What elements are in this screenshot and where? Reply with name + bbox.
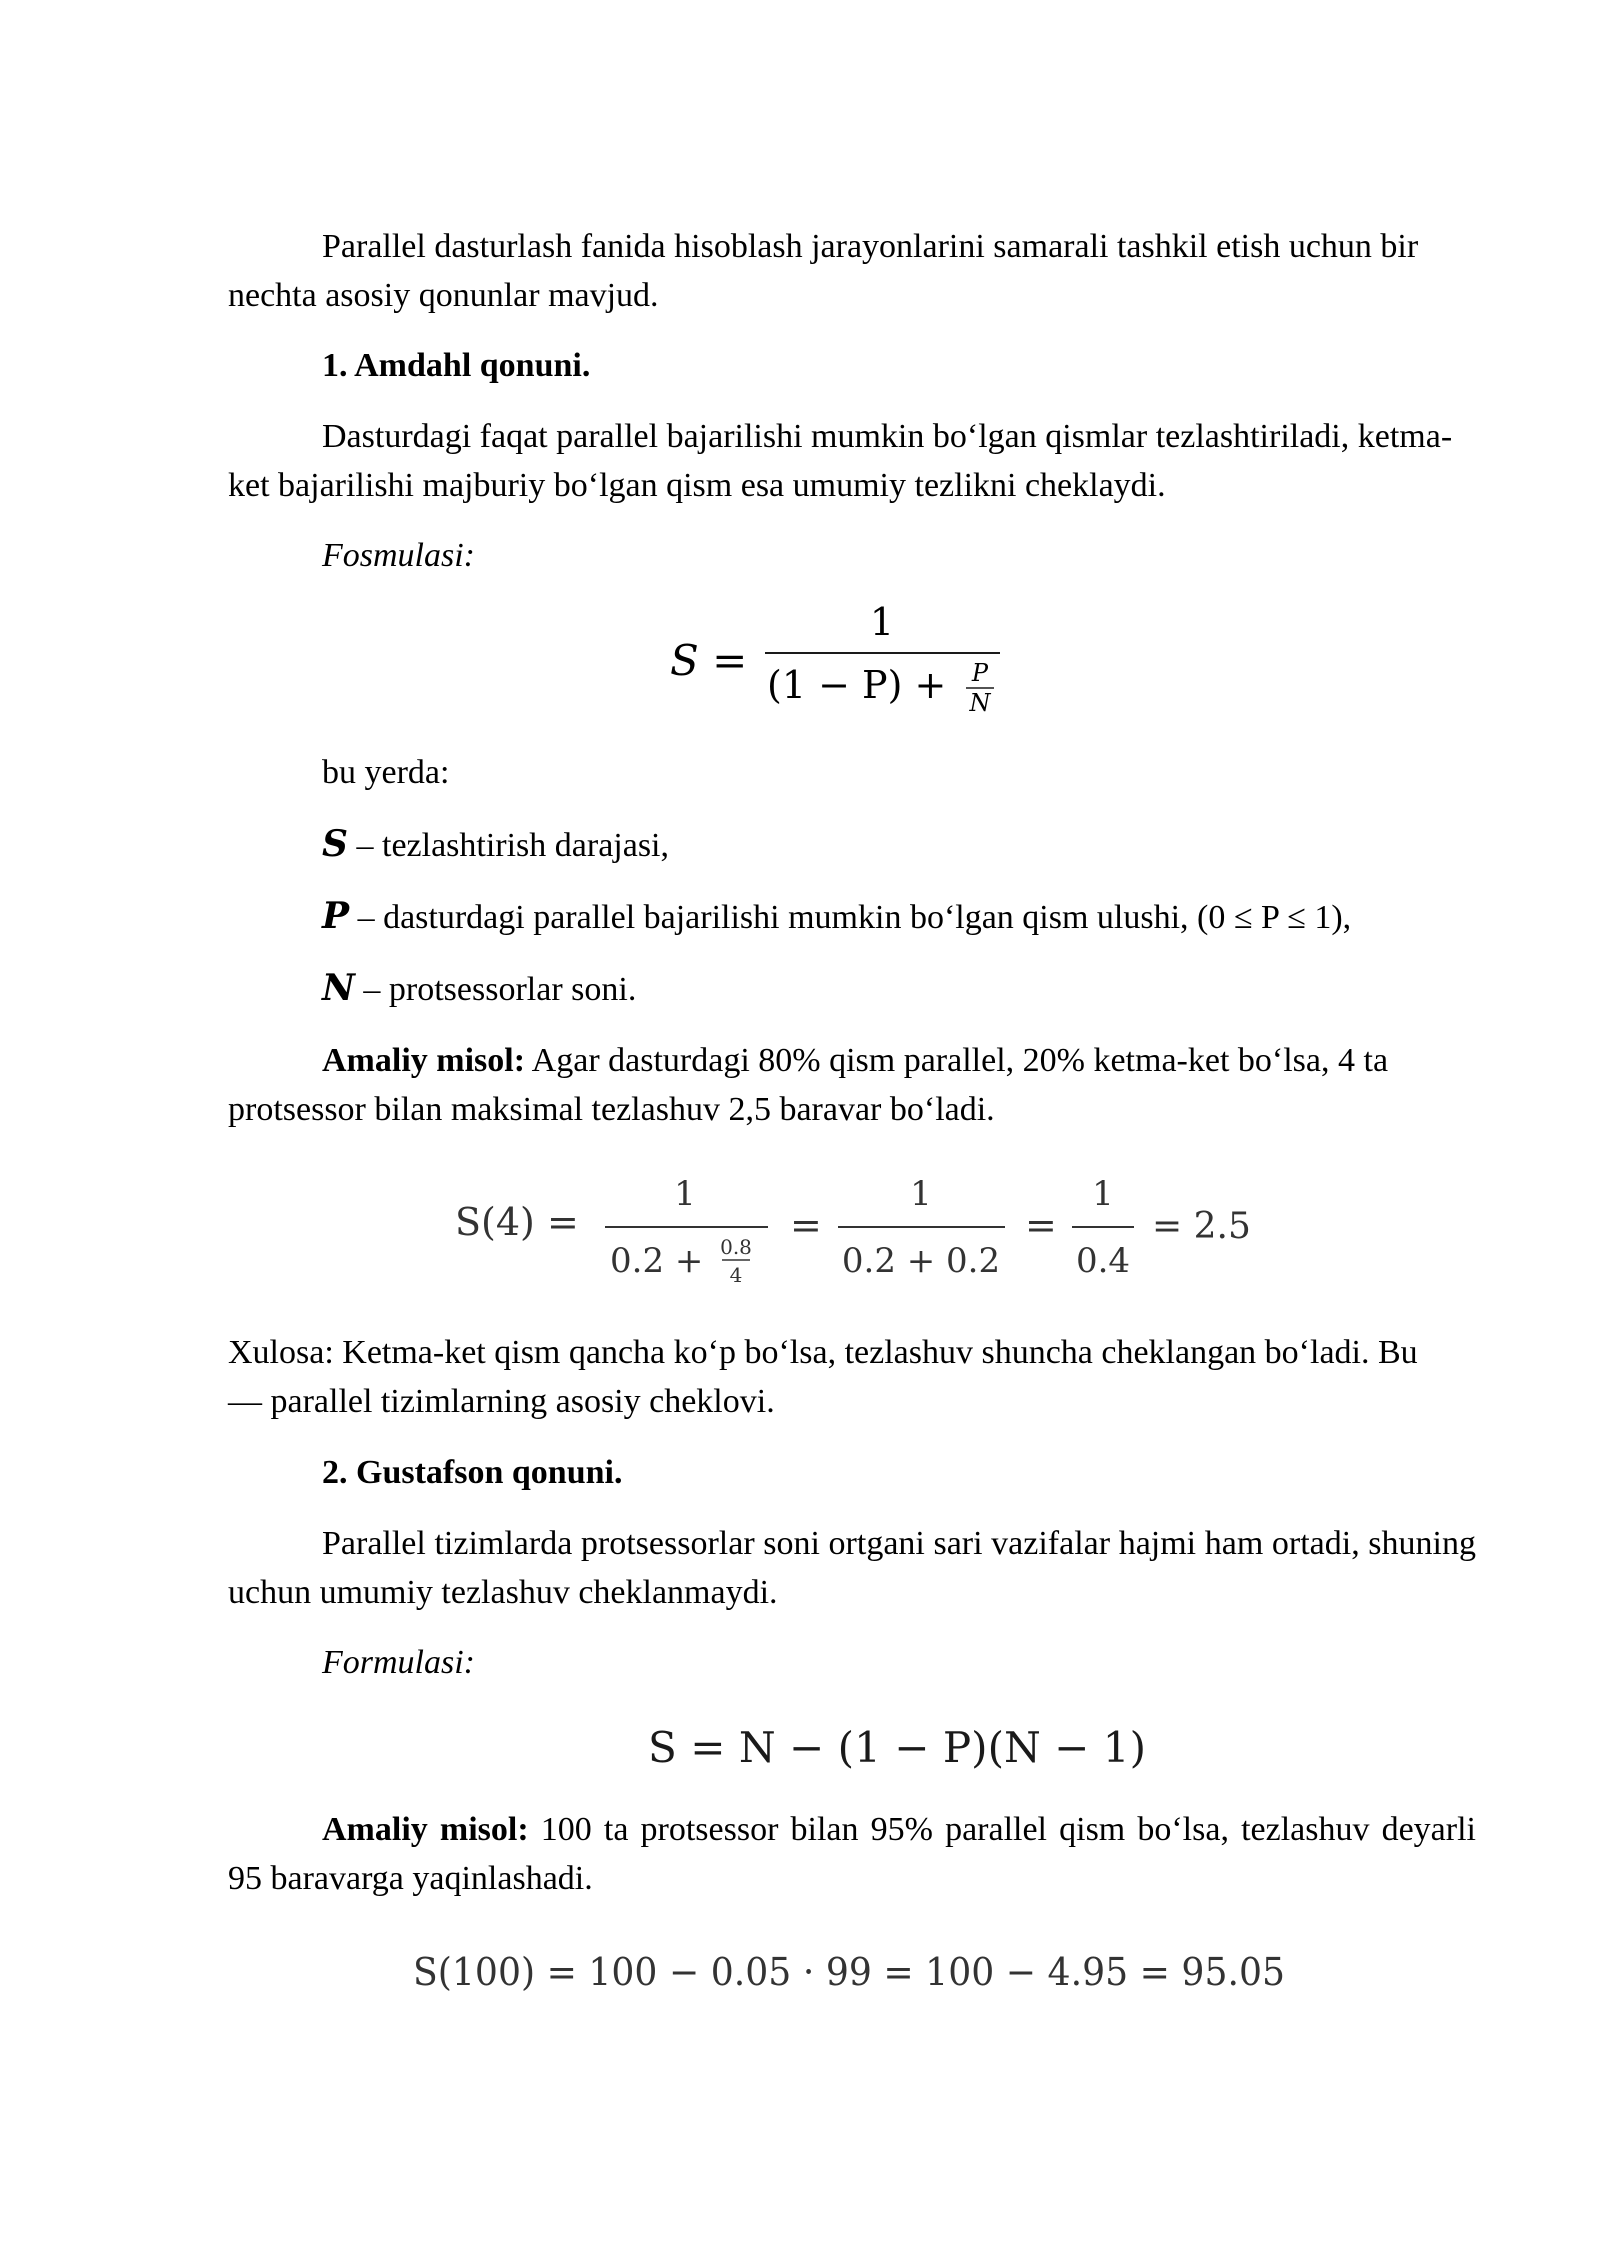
gustafson-example-text: 100 ta protsessor bilan 95% parallel qism bo‘lsa, tezlashuv deyarli 95 baravarga yaqinlashadi. [228,1811,1476,1897]
example-sub-den: 4 [729,1263,743,1287]
amdahl-sub-numerator: P [971,659,989,687]
amdahl-description: Dasturdagi faqat parallel bajarilishi mumkin bo‘lgan qismlar tezlashtiriladi, ketma-ket bajarilishi majburiy bo‘lgan qism esa umumiy tezlikni cheklaydi. [228,418,1453,504]
example-num3: 1 [1092,1174,1114,1214]
example-num2: 1 [910,1174,932,1214]
var-n [322,964,1472,1014]
gustafson-formula-text: S = N − (1 − P)(N − 1) [648,1723,1146,1772]
amdahl-sub-denominator: N [969,689,991,717]
amdahl-numerator: 1 [869,600,895,644]
amdahl-conclusion: Xulosa: Ketma-ket qism qancha ko‘p bo‘lsa, tezlashuv shuncha cheklangan bo‘ladi. Bu — parallel tizimlarning asosiy cheklovi. [228,1334,1418,1420]
intro-paragraph: Parallel dasturlash fanida hisoblash jarayonlarini samarali tashkil etish uchun bir nechta asosiy qonunlar mavjud. [228,228,1419,314]
amdahl-example-text: Agar dasturdagi 80% qism parallel, 20% ketma-ket bo‘lsa, 4 ta protsessor bilan maksimal tezlashuv 2,5 baravar bo‘ladi. [228,1042,1389,1128]
gustafson-example-label: Amaliy misol: [322,1811,529,1848]
var-s-text: – tezlashtirish darajasi, [348,827,670,864]
var-n-text: – protsessorlar soni. [354,971,637,1008]
where-label: bu yerda: [322,754,450,791]
var-s-symbol: S [322,823,348,865]
gustafson-formula [648,1710,1168,1780]
example-num1: 1 [674,1174,696,1214]
var-p-text: – dasturdagi parallel bajarilishi mumkin bo‘lgan qism ulushi, (0 ≤ P ≤ 1), [349,899,1352,936]
var-s [322,820,1472,870]
amdahl-heading: 1. Amdahl qonuni. [322,347,591,384]
example-lhs: S(4) = [455,1200,579,1244]
example-sub-num: 0.8 [720,1235,752,1259]
amdahl-example-formula [450,1170,1270,1300]
example-den2: 0.2 + 0.2 [841,1241,1001,1281]
amdahl-example-label: Amaliy misol: [322,1042,526,1079]
gustafson-example-formula [413,1935,1293,2005]
example-eq3: = [1025,1203,1057,1247]
gustafson-example-formula-text: S(100) = 100 − 0.05 · 99 = 100 − 4.95 = 95.05 [413,1950,1285,1994]
gustafson-example [228,1805,1476,1903]
amdahl-lhs: S = [670,636,748,685]
var-n-symbol: N [322,967,355,1009]
var-p [322,892,1472,942]
gustafson-description: Parallel tizimlarda protsessorlar soni ortgani sari vazifalar hajmi ham ortadi, shuning uchun umumiy tezlashuv cheklanmaydi. [228,1525,1476,1611]
amdahl-formula-label: Fosmulasi: [322,537,475,574]
example-result: = 2.5 [1152,1206,1251,1247]
amdahl-formula [670,595,1010,725]
example-den3: 0.4 [1075,1241,1131,1281]
amdahl-example [228,1036,1476,1134]
var-p-symbol: P [322,895,350,937]
gustafson-heading: 2. Gustafson qonuni. [322,1454,623,1491]
example-den1: 0.2 + [610,1241,704,1281]
amdahl-denominator: (1 − P) + [767,663,947,707]
example-eq2: = [790,1203,822,1247]
gustafson-formula-label: Formulasi: [322,1644,475,1681]
